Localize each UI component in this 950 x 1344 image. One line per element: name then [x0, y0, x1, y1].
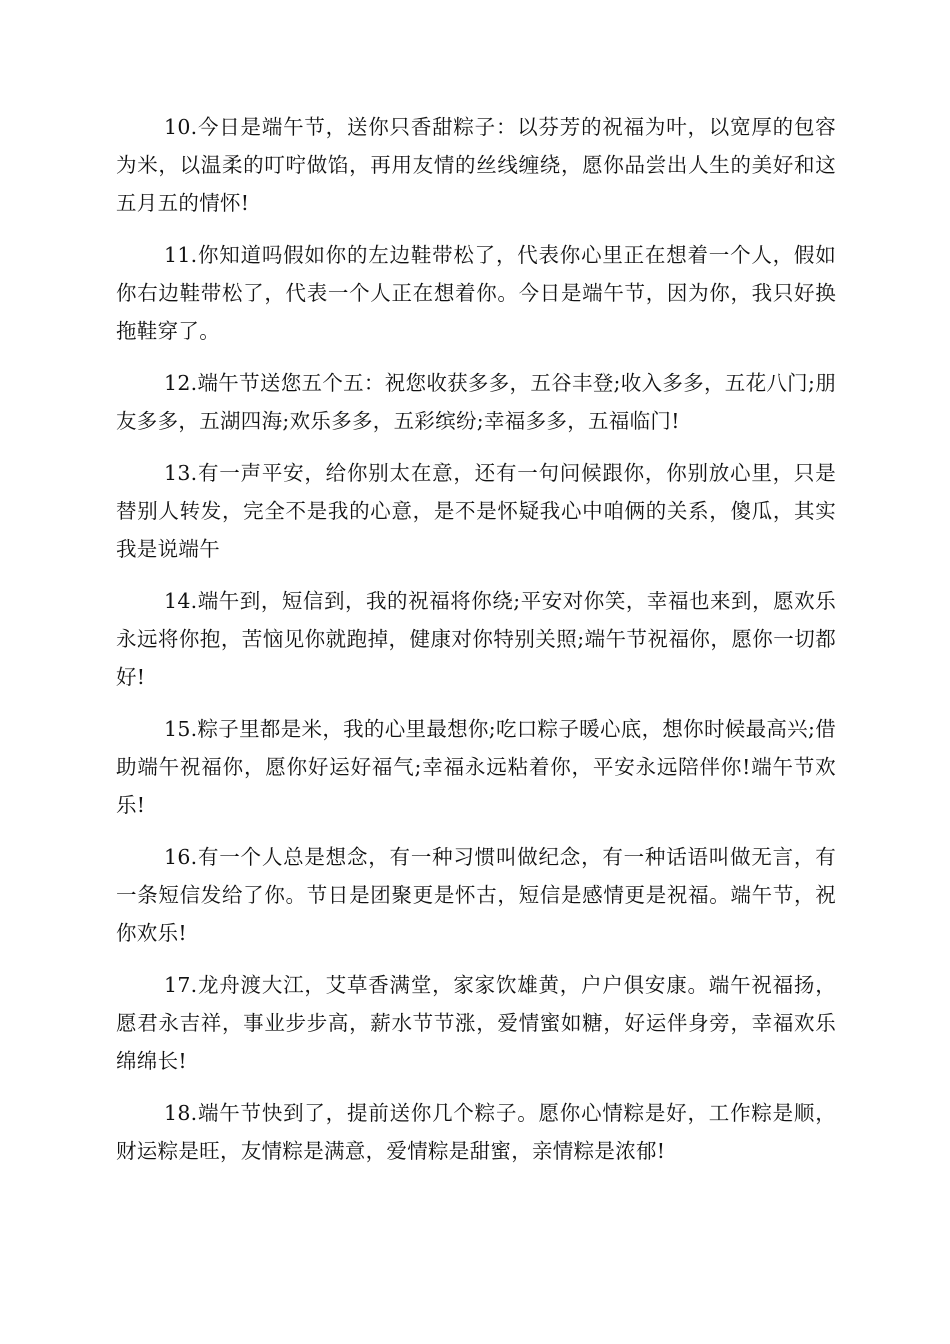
paragraph-13: 13.有一声平安，给你别太在意，还有一句问候跟你，你别放心里，只是替别人转发，完全不是我的心意，是不是怀疑我心中咱俩的关系，傻瓜，其实我是说端午 — [116, 461, 836, 561]
paragraph-15: 15.粽子里都是米，我的心里最想你;吃口粽子暖心底，想你时候最高兴;借助端午祝福你，愿你好运好福气;幸福永远粘着你，平安永远陪伴你!端午节欢乐! — [116, 717, 836, 817]
paragraph-10: 10.今日是端午节，送你只香甜粽子：以芬芳的祝福为叶，以宽厚的包容为米，以温柔的叮咛做馅，再用友情的丝线缠绕，愿你品尝出人生的美好和这五月五的情怀! — [116, 115, 836, 215]
paragraph-17: 17.龙舟渡大江，艾草香满堂，家家饮雄黄，户户俱安康。端午祝福扬，愿君永吉祥，事业步步高，薪水节节涨，爱情蜜如糖，好运伴身旁，幸福欢乐绵绵长! — [116, 973, 836, 1073]
paragraph-16: 16.有一个人总是想念，有一种习惯叫做纪念，有一种话语叫做无言，有一条短信发给了你。节日是团聚更是怀古，短信是感情更是祝福。端午节，祝你欢乐! — [116, 845, 836, 945]
paragraph-14: 14.端午到，短信到，我的祝福将你绕;平安对你笑，幸福也来到，愿欢乐永远将你抱，苦恼见你就跑掉，健康对你特别关照;端午节祝福你，愿你一切都好! — [116, 589, 836, 689]
paragraph-12: 12.端午节送您五个五：祝您收获多多，五谷丰登;收入多多，五花八门;朋友多多，五湖四海;欢乐多多，五彩缤纷;幸福多多，五福临门! — [116, 371, 836, 433]
paragraph-18: 18.端午节快到了，提前送你几个粽子。愿你心情粽是好，工作粽是顺，财运粽是旺，友情粽是满意，爱情粽是甜蜜，亲情粽是浓郁! — [116, 1101, 836, 1163]
paragraph-11: 11.你知道吗假如你的左边鞋带松了，代表你心里正在想着一个人，假如你右边鞋带松了，代表一个人正在想着你。今日是端午节，因为你，我只好换拖鞋穿了。 — [116, 243, 836, 343]
document-body — [116, 108, 836, 1184]
